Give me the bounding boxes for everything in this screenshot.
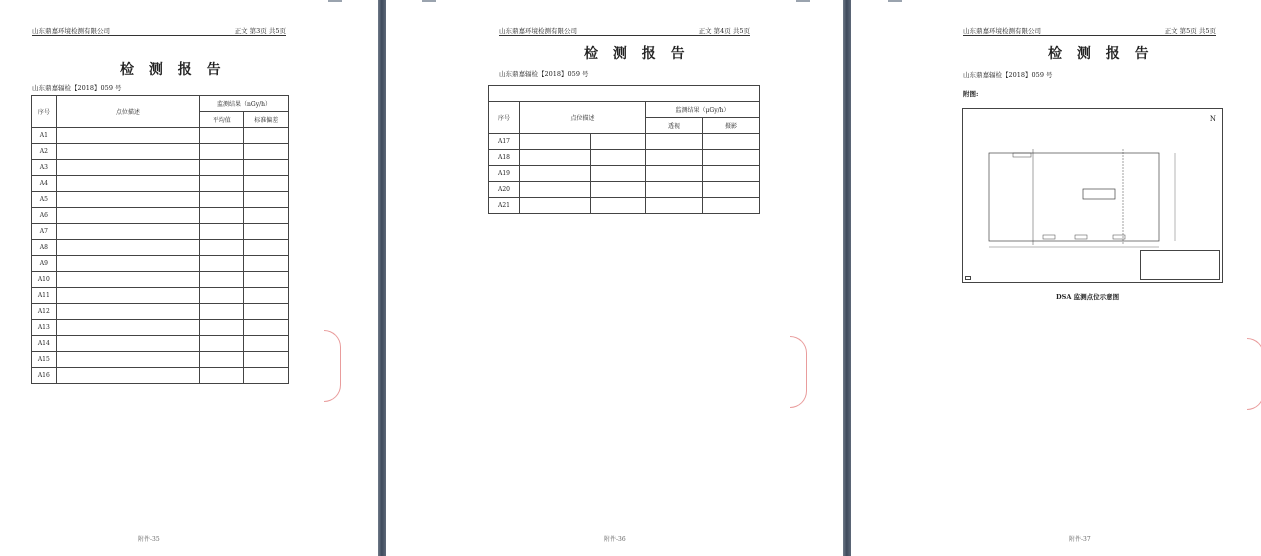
cell-desc: [56, 272, 199, 288]
cell-no: A17: [489, 134, 520, 150]
table-row: [489, 182, 760, 198]
cell-std: [244, 144, 289, 160]
table-row: [489, 150, 760, 166]
cell-body-part: [591, 166, 646, 182]
cell-std: [244, 224, 289, 240]
cell-no: A6: [32, 208, 57, 224]
page-footer: 附件-35: [138, 536, 160, 543]
figure-legend: [1140, 250, 1220, 280]
page-edge-mark: [796, 0, 810, 2]
cell-cine: [703, 182, 760, 198]
cell-mean: [200, 336, 244, 352]
table-row: [32, 368, 289, 384]
cell-no: A15: [32, 352, 57, 368]
seal-stamp: [324, 330, 341, 402]
page-header: [963, 26, 1216, 36]
cell-no: A8: [32, 240, 57, 256]
col-header-desc: 点位描述: [56, 96, 199, 128]
cell-desc: [56, 208, 199, 224]
figure-label: 附图:: [963, 90, 979, 98]
cell-no: A3: [32, 160, 57, 176]
cell-mean: [200, 160, 244, 176]
cell-mean: [200, 320, 244, 336]
cell-mean: [200, 224, 244, 240]
cell-mean: [200, 176, 244, 192]
cell-no: A1: [32, 128, 57, 144]
cell-body-part: [591, 198, 646, 214]
table-row: [489, 134, 760, 150]
cell-mean: [200, 368, 244, 384]
page-gap: [843, 0, 851, 556]
table-row: [32, 144, 289, 160]
seal-stamp: [1247, 338, 1261, 410]
cell-fluoro: [646, 166, 703, 182]
document-page-4: [386, 0, 843, 556]
document-page-5: [851, 0, 1261, 556]
cell-std: [244, 352, 289, 368]
table-row: [32, 272, 289, 288]
cell-position: [520, 198, 591, 214]
report-number: 山东鼎嘉辐检【2018】059 号: [32, 84, 122, 92]
cell-no: A19: [489, 166, 520, 182]
table-row: [32, 224, 289, 240]
cell-mean: [200, 304, 244, 320]
table-row: [32, 240, 289, 256]
cell-cine: [703, 134, 760, 150]
cell-desc: [56, 160, 199, 176]
cell-mean: [200, 192, 244, 208]
table-row: [32, 320, 289, 336]
cell-no: A21: [489, 198, 520, 214]
results-table: [31, 95, 289, 384]
col-header-std: 标准偏差: [244, 112, 289, 128]
col-header-no: 序号: [32, 96, 57, 128]
report-number: 山东鼎嘉辐检【2018】059 号: [499, 70, 589, 78]
col-header-result: 监测结果（μGy/h）: [646, 102, 760, 118]
cell-mean: [200, 256, 244, 272]
cell-position: [520, 166, 591, 182]
table-row: [32, 208, 289, 224]
dsa-room-marker: [1083, 189, 1115, 199]
page-footer: 附件-36: [604, 536, 626, 543]
report-number: 山东鼎嘉辐检【2018】059 号: [963, 71, 1053, 79]
cell-std: [244, 304, 289, 320]
cell-position: [520, 150, 591, 166]
cell-desc: [56, 336, 199, 352]
cell-body-part: [591, 182, 646, 198]
table-row: [32, 304, 289, 320]
cell-no: A2: [32, 144, 57, 160]
cell-no: A5: [32, 192, 57, 208]
company-name: 山东鼎嘉环境检测有限公司: [32, 27, 110, 35]
cell-cine: [703, 198, 760, 214]
cell-no: A4: [32, 176, 57, 192]
table-row: [32, 336, 289, 352]
cell-mean: [200, 352, 244, 368]
table-row: [489, 166, 760, 182]
cell-no: A18: [489, 150, 520, 166]
page-number: 正文 第4页 共5页: [698, 27, 750, 35]
cell-std: [244, 176, 289, 192]
cell-mean: [200, 208, 244, 224]
cell-desc: [56, 320, 199, 336]
cell-std: [244, 256, 289, 272]
cell-std: [244, 160, 289, 176]
cell-mean: [200, 144, 244, 160]
cell-no: A16: [32, 368, 57, 384]
page-header: [32, 26, 286, 36]
staff-dose-table: [488, 85, 760, 214]
cell-no: A9: [32, 256, 57, 272]
cell-std: [244, 288, 289, 304]
report-title: 检 测 报 告: [1048, 46, 1154, 62]
cell-no: A14: [32, 336, 57, 352]
col-header-fluoro: 透视: [646, 118, 703, 134]
col-header-no: 序号: [489, 102, 520, 134]
cell-fluoro: [646, 134, 703, 150]
cell-cine: [703, 166, 760, 182]
cell-mean: [200, 272, 244, 288]
page-footer: 附件-37: [1069, 536, 1091, 543]
cell-desc: [56, 128, 199, 144]
table-row: [32, 160, 289, 176]
page-gap: [378, 0, 386, 556]
page-header: [499, 26, 750, 36]
cell-desc: [56, 368, 199, 384]
cell-std: [244, 128, 289, 144]
page-edge-mark: [888, 0, 902, 2]
cell-std: [244, 368, 289, 384]
cell-cine: [703, 150, 760, 166]
table-caption: [489, 86, 760, 102]
report-title: 检 测 报 告: [584, 46, 690, 62]
col-header-desc: 点位描述: [520, 102, 646, 134]
table-row: [32, 352, 289, 368]
cell-mean: [200, 288, 244, 304]
cell-no: A7: [32, 224, 57, 240]
seal-stamp: [790, 336, 807, 408]
table-row: [489, 198, 760, 214]
col-header-result: 监测结果（nGy/h）: [200, 96, 289, 112]
cell-fluoro: [646, 150, 703, 166]
cell-desc: [56, 224, 199, 240]
scale-label: [965, 276, 971, 280]
cell-fluoro: [646, 182, 703, 198]
figure-caption: DSA 监测点位示意图: [1056, 293, 1120, 301]
page-edge-mark: [422, 0, 436, 2]
document-page-3: [0, 0, 378, 556]
table-row: [32, 192, 289, 208]
cell-mean: [200, 128, 244, 144]
table-row: [32, 176, 289, 192]
cell-std: [244, 272, 289, 288]
company-name: 山东鼎嘉环境检测有限公司: [963, 27, 1041, 35]
cell-no: A13: [32, 320, 57, 336]
cell-desc: [56, 240, 199, 256]
cell-desc: [56, 256, 199, 272]
col-header-cine: 摄影: [703, 118, 760, 134]
cell-no: A10: [32, 272, 57, 288]
page-number: 正文 第5页 共5页: [1164, 27, 1216, 35]
cell-no: A20: [489, 182, 520, 198]
cell-no: A12: [32, 304, 57, 320]
company-name: 山东鼎嘉环境检测有限公司: [499, 27, 577, 35]
col-header-mean: 平均值: [200, 112, 244, 128]
north-arrow: [1210, 115, 1216, 123]
cell-std: [244, 240, 289, 256]
cell-desc: [56, 192, 199, 208]
table-row: [32, 256, 289, 272]
cell-position: [520, 134, 591, 150]
cell-body-part: [591, 150, 646, 166]
report-title: 检 测 报 告: [120, 62, 226, 78]
north-label: N: [1209, 115, 1216, 123]
cell-std: [244, 320, 289, 336]
table-row: [32, 128, 289, 144]
cell-desc: [56, 144, 199, 160]
table-row: [32, 288, 289, 304]
cell-std: [244, 192, 289, 208]
page-number: 正文 第3页 共5页: [234, 27, 286, 35]
cell-std: [244, 208, 289, 224]
cell-desc: [56, 304, 199, 320]
cell-desc: [56, 288, 199, 304]
cell-desc: [56, 176, 199, 192]
cell-fluoro: [646, 198, 703, 214]
cell-no: A11: [32, 288, 57, 304]
page-edge-mark: [328, 0, 342, 2]
cell-mean: [200, 240, 244, 256]
cell-position: [520, 182, 591, 198]
cell-std: [244, 336, 289, 352]
cell-desc: [56, 352, 199, 368]
cell-body-part: [591, 134, 646, 150]
monitoring-layout-figure: [962, 108, 1223, 283]
